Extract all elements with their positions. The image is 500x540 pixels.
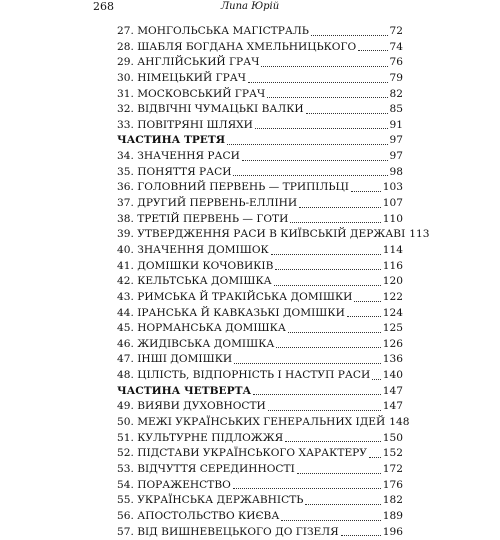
toc-entry-page: 113 xyxy=(409,227,429,243)
toc-entry-page: 103 xyxy=(383,180,403,196)
toc-entry-title: 49. ВИЯВИ ДУХОВНОСТИ xyxy=(117,399,266,415)
page-header xyxy=(0,0,500,18)
dot-leader xyxy=(351,190,381,192)
toc-entry-title: 39. УТВЕРДЖЕННЯ РАСИ В КИЇВСЬКІЙ ДЕРЖАВІ xyxy=(117,227,405,243)
toc-entry xyxy=(117,165,403,181)
toc-entry-page: 116 xyxy=(383,259,403,275)
toc-entry-title: 54. ПОРАЖЕНСТВО xyxy=(117,478,231,494)
toc-entry-page: 97 xyxy=(390,149,403,165)
toc-entry-page: 97 xyxy=(390,133,403,149)
dot-leader xyxy=(234,362,381,364)
toc-entry-title: 55. УКРАЇНСЬКА ДЕРЖАВНІСТЬ xyxy=(117,493,303,509)
dot-leader xyxy=(354,300,380,302)
toc-entry-page: 196 xyxy=(383,525,403,540)
toc-entry xyxy=(117,525,403,540)
toc-entry-page: 147 xyxy=(383,384,403,400)
toc-entry-page: 147 xyxy=(383,399,403,415)
toc-entry-page: 150 xyxy=(383,431,403,447)
dot-leader xyxy=(290,221,380,223)
dot-leader xyxy=(297,472,381,474)
toc-entry-title: 48. ЦІЛІСТЬ, ВІДПОРНІСТЬ І НАСТУП РАСИ xyxy=(117,368,370,384)
toc-entry xyxy=(117,118,403,134)
toc-entry xyxy=(117,478,403,494)
dot-leader xyxy=(268,409,381,411)
dot-leader xyxy=(261,65,387,67)
toc-entry-page: 152 xyxy=(383,446,403,462)
toc-entry-page: 107 xyxy=(383,196,403,212)
toc-entry-title: 31. МОСКОВСЬКИЙ ГРАЧ xyxy=(117,87,265,103)
toc-entry-title: 29. АНГЛІЙСЬКИЙ ГРАЧ xyxy=(117,55,259,71)
toc-entry xyxy=(117,446,403,462)
dot-leader xyxy=(233,174,387,176)
toc-entry xyxy=(117,493,403,509)
dot-leader xyxy=(274,284,381,286)
toc-entry xyxy=(117,212,403,228)
toc-entry-page: 82 xyxy=(390,87,403,103)
toc-entry xyxy=(117,352,403,368)
toc-entry xyxy=(117,462,403,478)
toc-entry xyxy=(117,306,403,322)
toc-entry-title: 34. ЗНАЧЕННЯ РАСИ xyxy=(117,149,240,165)
toc-entry xyxy=(117,180,403,196)
toc-entry-page: 98 xyxy=(390,165,403,181)
dot-leader xyxy=(358,49,387,51)
toc-entry xyxy=(117,24,403,40)
toc-entry-page: 91 xyxy=(390,118,403,134)
toc-entry-title: 46. ЖИДІВСЬКА ДОМІШКА xyxy=(117,337,274,353)
toc-entry-title: 36. ГОЛОВНИЙ ПЕРВЕНЬ — ТРИПІЛЬЦІ xyxy=(117,180,349,196)
dot-leader xyxy=(281,519,380,521)
toc-entry-title: 33. ПОВІТРЯНІ ШЛЯХИ xyxy=(117,118,253,134)
dot-leader xyxy=(372,378,381,380)
dot-leader xyxy=(276,346,380,348)
toc-entry-page: 120 xyxy=(383,274,403,290)
dot-leader xyxy=(233,487,381,489)
toc-entry-title: 42. КЕЛЬТСЬКА ДОМІШКА xyxy=(117,274,272,290)
toc-entry-title: 50. МЕЖІ УКРАЇНСЬКИХ ГЕНЕРАЛЬНИХ ІДЕЙ xyxy=(117,415,385,431)
toc-entry-title: 38. ТРЕТІЙ ПЕРВЕНЬ — ГОТИ xyxy=(117,212,288,228)
dot-leader xyxy=(299,206,381,208)
toc-entry-title: 51. КУЛЬТУРНЕ ПІДЛОЖЖЯ xyxy=(117,431,283,447)
toc-part-heading xyxy=(117,133,403,149)
dot-leader xyxy=(255,127,388,129)
toc-entry-title: ЧАСТИНА ТРЕТЯ xyxy=(117,133,225,149)
toc-entry xyxy=(117,290,403,306)
toc-entry-page: 182 xyxy=(383,493,403,509)
toc-entry xyxy=(117,149,403,165)
toc-entry-title: 44. ІРАНСЬКА Й КАВКАЗЬКІ ДОМІШКИ xyxy=(117,306,345,322)
toc-entry xyxy=(117,415,403,431)
dot-leader xyxy=(306,112,388,114)
dot-leader xyxy=(248,81,388,83)
toc-entry-title: 57. ВІД ВИШНЕВЕЦЬКОГО ДО ГІЗЕЛЯ xyxy=(117,525,339,540)
toc-entry-title: 35. ПОНЯТТЯ РАСИ xyxy=(117,165,231,181)
toc-entry-page: 140 xyxy=(383,368,403,384)
toc-entry-page: 176 xyxy=(383,478,403,494)
dot-leader xyxy=(253,393,381,395)
toc-entry xyxy=(117,399,403,415)
toc-entry xyxy=(117,431,403,447)
toc-entry xyxy=(117,259,403,275)
toc-entry-title: 41. ДОМІШКИ КОЧОВИКІВ xyxy=(117,259,273,275)
toc-entry-page: 122 xyxy=(383,290,403,306)
toc-entry-page: 172 xyxy=(383,462,403,478)
toc-entry xyxy=(117,368,403,384)
toc-entry xyxy=(117,87,403,103)
toc-entry-title: 56. АПОСТОЛЬСТВО КИЄВА xyxy=(117,509,279,525)
toc-entry xyxy=(117,196,403,212)
toc-entry-title: 40. ЗНАЧЕННЯ ДОМІШОК xyxy=(117,243,269,259)
toc-entry xyxy=(117,55,403,71)
toc-entry xyxy=(117,102,403,118)
toc-entry-page: 85 xyxy=(390,102,403,118)
toc-entry xyxy=(117,227,403,243)
toc-entry-title: 27. МОНГОЛЬСЬКА МАГІСТРАЛЬ xyxy=(117,24,309,40)
toc-entry-page: 126 xyxy=(383,337,403,353)
dot-leader xyxy=(267,96,387,98)
toc-entry-page: 72 xyxy=(390,24,403,40)
dot-leader xyxy=(288,331,381,333)
dot-leader xyxy=(275,268,380,270)
toc-entry-title: ЧАСТИНА ЧЕТВЕРТА xyxy=(117,384,251,400)
running-head: Липа Юрій xyxy=(0,1,500,13)
dot-leader xyxy=(347,315,381,317)
toc-entry xyxy=(117,274,403,290)
toc-entry-title: 28. ШАБЛЯ БОГДАНА ХМЕЛЬНИЦЬКОГО xyxy=(117,40,356,56)
toc-entry xyxy=(117,40,403,56)
toc-entry-page: 189 xyxy=(383,509,403,525)
toc-entry-page: 148 xyxy=(389,415,409,431)
toc-entry-title: 47. ІНШІ ДОМІШКИ xyxy=(117,352,232,368)
toc-entry-title: 37. ДРУГИЙ ПЕРВЕНЬ-ЕЛЛІНИ xyxy=(117,196,297,212)
toc-entry xyxy=(117,509,403,525)
dot-leader xyxy=(242,159,388,161)
toc-entry xyxy=(117,71,403,87)
dot-leader xyxy=(369,456,381,458)
dot-leader xyxy=(227,143,387,145)
dot-leader xyxy=(311,34,388,36)
toc-entry-title: 45. НОРМАНСЬКА ДОМІШКА xyxy=(117,321,286,337)
toc-entry-title: 32. ВІДВІЧНІ ЧУМАЦЬКІ ВАЛКИ xyxy=(117,102,304,118)
toc-entry-page: 114 xyxy=(383,243,403,259)
toc-entry-page: 124 xyxy=(383,306,403,322)
dot-leader xyxy=(341,534,381,536)
toc-entry xyxy=(117,243,403,259)
dot-leader xyxy=(285,440,381,442)
page-number: 268 xyxy=(93,1,114,13)
toc-part-heading xyxy=(117,384,403,400)
toc-entry-title: 30. НІМЕЦЬКИЙ ГРАЧ xyxy=(117,71,246,87)
toc-entry-page: 136 xyxy=(383,352,403,368)
dot-leader xyxy=(305,503,380,505)
toc-entry-title: 43. РИМСЬКА Й ТРАКІЙСЬКА ДОМІШКИ xyxy=(117,290,352,306)
toc-entry xyxy=(117,321,403,337)
dot-leader xyxy=(271,253,381,255)
toc-entry-page: 110 xyxy=(383,212,403,228)
toc-entry-page: 74 xyxy=(390,40,403,56)
toc-entry-title: 52. ПІДСТАВИ УКРАЇНСЬКОГО ХАРАКТЕРУ xyxy=(117,446,367,462)
table-of-contents xyxy=(117,24,403,540)
toc-entry-title: 53. ВІДЧУТТЯ СЕРЕДИННОСТІ xyxy=(117,462,295,478)
toc-entry-page: 79 xyxy=(390,71,403,87)
toc-entry-page: 125 xyxy=(383,321,403,337)
toc-entry-page: 76 xyxy=(390,55,403,71)
toc-entry xyxy=(117,337,403,353)
